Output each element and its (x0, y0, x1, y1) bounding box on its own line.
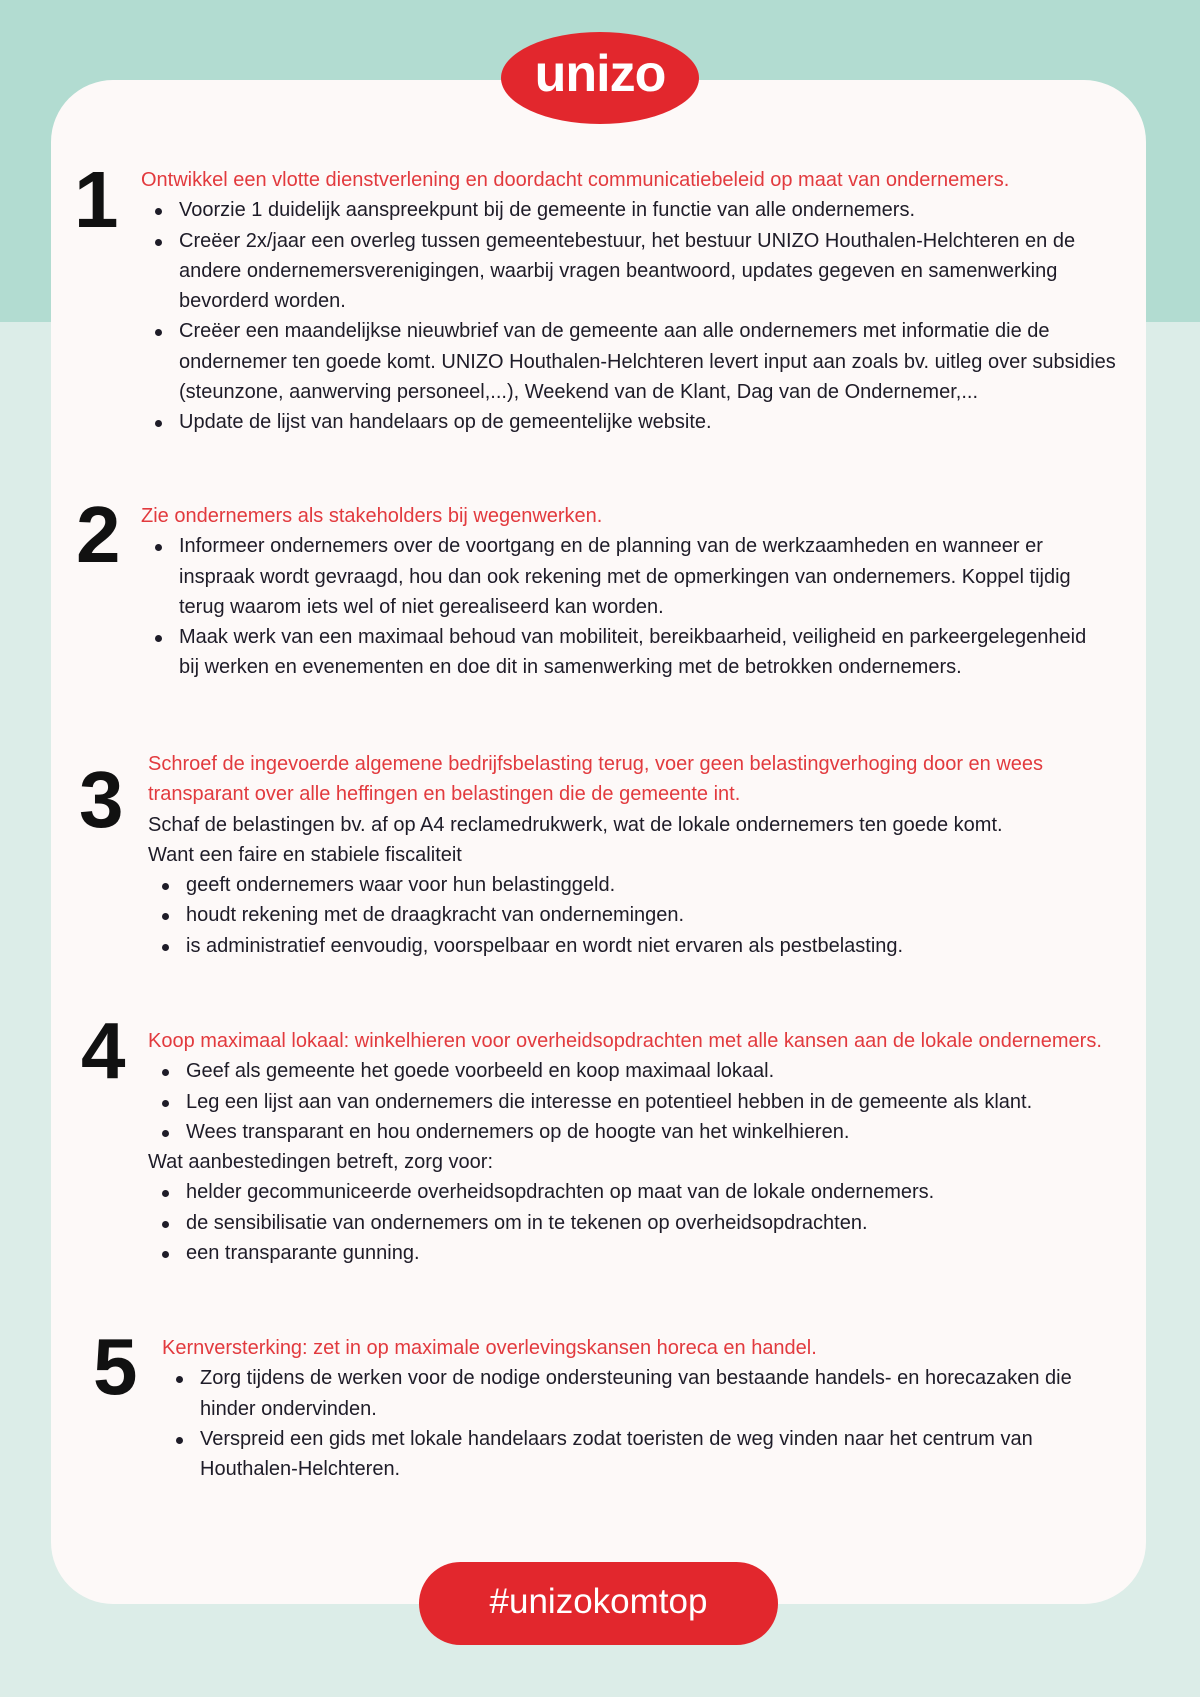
heading-line: Zie ondernemers als stakeholders bij wegenwerken. (141, 505, 603, 527)
bullet-dot (162, 1130, 169, 1137)
bullet-dot (176, 1376, 183, 1383)
section-heading (141, 501, 1086, 531)
bullet-dot (162, 1100, 169, 1107)
bullet-line: Geef als gemeente het goede voorbeeld en koop maximaal lokaal. (186, 1060, 775, 1083)
bullet-dot (155, 420, 162, 427)
bullet-item (141, 407, 1116, 437)
paragraph: Wat aanbestedingen betreft, zorg voor: (148, 1151, 494, 1173)
bullet-line: de sensibilisatie van ondernemers om in te tekenen op overheidsopdrachten. (186, 1211, 868, 1234)
bullet-item (141, 622, 1086, 683)
bullet-line: geeft ondernemers waar voor hun belastinggeld. (186, 874, 616, 896)
bullet-dot (155, 635, 162, 642)
bullet-item (148, 1208, 1102, 1238)
bullet-dot (155, 329, 162, 336)
bullet-line: Zorg tijdens de werken voor de nodige ondersteuning van bestaande handels- en horecazaken die (200, 1367, 1072, 1390)
bullet-item (162, 1363, 1072, 1424)
bullet-list (148, 1177, 1102, 1268)
bullet-list (148, 1056, 1102, 1147)
bullet-dot (162, 1221, 169, 1228)
bullet-item (141, 531, 1086, 622)
bullet-dot (155, 208, 162, 215)
bullet-line: bevorderd worden. (179, 290, 346, 312)
section-heading (141, 165, 1116, 195)
bullet-dot (155, 544, 162, 551)
heading-line: Ontwikkel een vlotte dienstverlening en doordacht communicatiebeleid op maat van ondernemers. (141, 169, 1010, 191)
bullet-dot (162, 944, 169, 951)
bullet-item (148, 1117, 1102, 1147)
bullet-dot (162, 1251, 169, 1258)
section-number: 1 (74, 155, 119, 244)
bullet-item (141, 316, 1116, 407)
paragraph: Schaf de belastingen bv. af op A4 reclamedrukwerk, wat de lokale ondernemers ten goede komt. (148, 813, 1003, 836)
bullet-line: een transparante gunning. (186, 1241, 420, 1264)
section-heading (162, 1333, 1072, 1363)
bullet-line: bij werken en evenementen en doe dit in samenwerking met de betrokken ondernemers. (179, 656, 962, 679)
bullet-line: Houthalen-Helchteren. (200, 1458, 401, 1480)
bullet-line: Update de lijst van handelaars op de gemeentelijke website. (179, 411, 712, 433)
heading-line: Koop maximaal lokaal: winkelhieren voor overheidsopdrachten met alle kansen aan de lokale ondernemers. (148, 1030, 1102, 1052)
bullet-dot (162, 883, 169, 890)
bullet-item (148, 1056, 1102, 1086)
bullet-line: Wees transparant en hou ondernemers op de hoogte van het winkelhieren. (186, 1120, 850, 1143)
bullet-line: andere ondernemersverenigingen, waarbij vragen beantwoord, updates gegeven en samenwerking (179, 259, 1058, 282)
bullet-list (148, 870, 1043, 961)
section-content (148, 1026, 1102, 1268)
section-4 (51, 1006, 1146, 1264)
paragraph: Want een faire en stabiele fiscaliteit (148, 843, 462, 866)
unizo-logo (501, 32, 699, 124)
bullet-line: Verspreid een gids met lokale handelaars zodat toeristen de weg vinden naar het centrum van (200, 1427, 1033, 1450)
bullet-line: houdt rekening met de draagkracht van ondernemingen. (186, 904, 685, 927)
bullet-item (141, 226, 1116, 317)
bullet-line: Creëer 2x/jaar een overleg tussen gemeentebestuur, het bestuur UNIZO Houthalen-Helchteren en de (179, 229, 1076, 252)
heading-line: Schroef de ingevoerde algemene bedrijfsbelasting terug, voer geen belastingverhoging door en wees (148, 753, 1044, 775)
bullet-item (148, 900, 1043, 930)
bullet-list (141, 531, 1086, 682)
content-card (51, 80, 1146, 1604)
bullet-line: terug waarom iets wel of niet gerealiseerd kan worden. (179, 595, 664, 618)
bullet-line: Voorzie 1 duidelijk aanspreekpunt bij de gemeente in functie van alle ondernemers. (179, 199, 916, 222)
bullet-item (162, 1424, 1072, 1485)
bullet-item (148, 931, 1043, 961)
bullet-list (162, 1363, 1072, 1484)
bullet-item (148, 1238, 1102, 1268)
hashtag-text: #unizokomtop (489, 1582, 708, 1621)
bullet-line: hinder ondervinden. (200, 1397, 377, 1420)
bullet-dot (176, 1437, 183, 1444)
section-content (141, 165, 1116, 437)
bullet-dot (155, 239, 162, 246)
section-number: 4 (81, 1006, 126, 1095)
section-number: 2 (76, 490, 121, 579)
bullet-line: Maak werk van een maximaal behoud van mobiliteit, bereikbaarheid, veiligheid en parkeergelegenheid (179, 626, 1087, 648)
bullet-line: Leg een lijst aan van ondernemers die interesse en potentieel hebben in de gemeente als klant. (186, 1090, 1033, 1113)
section-content (148, 749, 1043, 961)
heading-line: transparant over alle heffingen en belastingen die de gemeente int. (148, 783, 741, 806)
bullet-line: is administratief eenvoudig, voorspelbaar en wordt niet ervaren als pestbelasting. (186, 934, 904, 957)
bullet-dot (162, 1069, 169, 1076)
section-number: 3 (79, 755, 124, 844)
section-3 (51, 749, 1146, 957)
bullet-line: Creëer een maandelijkse nieuwbrief van de gemeente aan alle ondernemers met informatie die de (179, 320, 1050, 343)
bullet-dot (162, 1190, 169, 1197)
bullet-line: inspraak wordt gevraagd, hou dan ook rekening met de opmerkingen van ondernemers. Koppel tijdig (179, 565, 1071, 588)
logo-text: unizo (534, 45, 666, 103)
bullet-line: Informeer ondernemers over de voortgang en de planning van de werkzaamheden en wanneer er (179, 535, 1043, 558)
heading-line: Kernversterking: zet in op maximale overlevingskansen horeca en handel. (162, 1337, 817, 1359)
section-number: 5 (93, 1322, 138, 1411)
bullet-item (148, 1177, 1102, 1207)
bullet-item (148, 1087, 1102, 1117)
hashtag-badge (419, 1562, 778, 1645)
bullet-item (141, 195, 1116, 225)
section-2 (51, 490, 1146, 679)
bullet-list (141, 195, 1116, 437)
section-heading (148, 749, 1043, 810)
bullet-item (148, 870, 1043, 900)
bullet-dot (162, 913, 169, 920)
section-1 (51, 155, 1146, 433)
bullet-line: (steunzone, aanwerving personeel,...), Weekend van de Klant, Dag van de Ondernemer,... (179, 380, 978, 403)
section-5 (51, 1322, 1146, 1480)
bullet-line: ondernemer ten goede komt. UNIZO Houthalen-Helchteren levert input aan zoals bv. uitleg over subsidies (179, 350, 1116, 373)
bullet-line: helder gecommuniceerde overheidsopdrachten op maat van de lokale ondernemers. (186, 1181, 935, 1204)
section-heading (148, 1026, 1102, 1056)
section-content (162, 1333, 1072, 1484)
section-content (141, 501, 1086, 683)
